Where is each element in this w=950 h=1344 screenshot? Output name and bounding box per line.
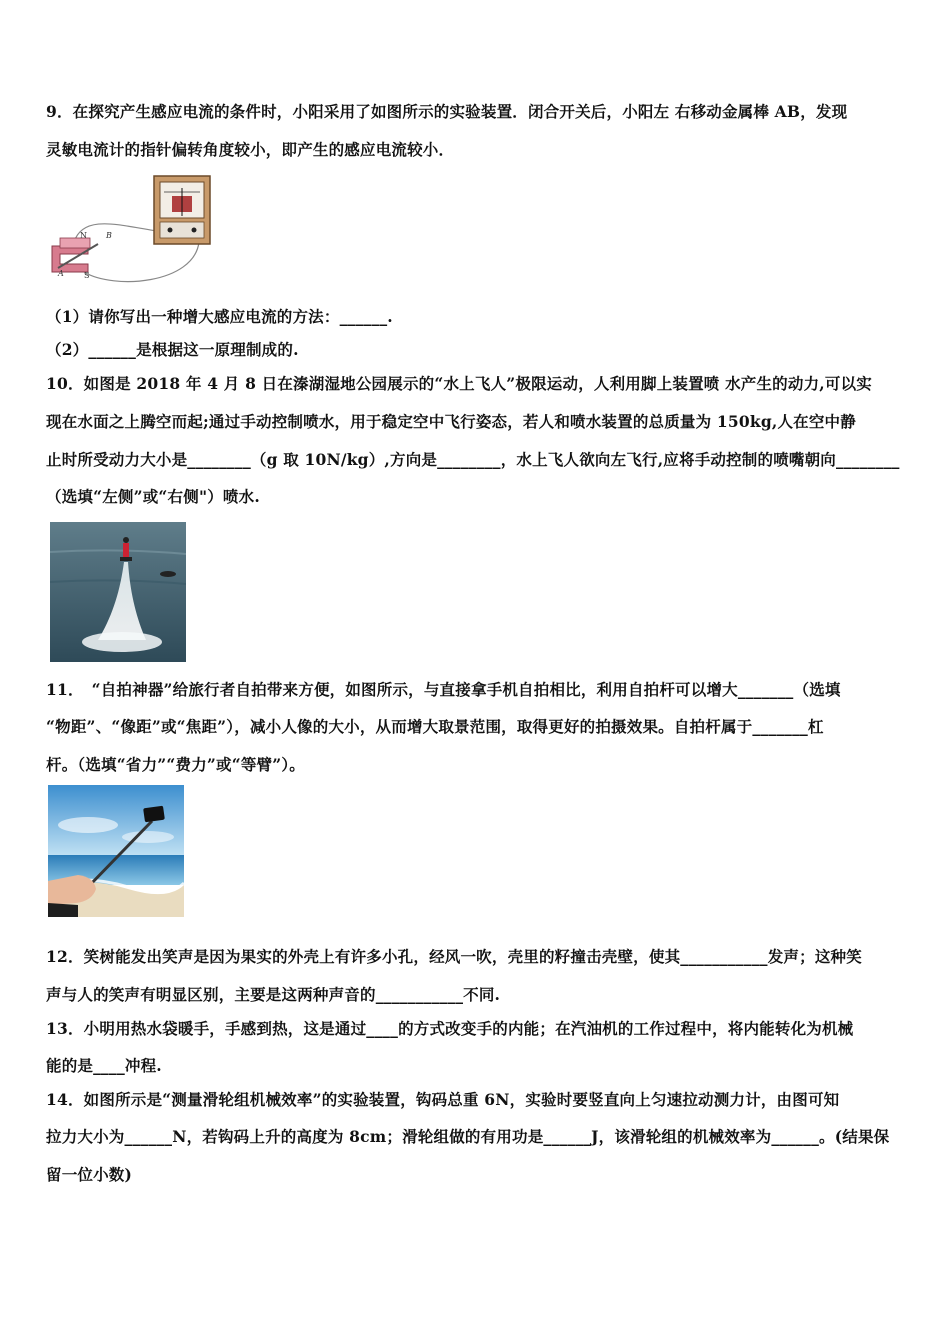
q11-figure-selfie-stick-photo — [48, 785, 184, 917]
q9-figure-induction-apparatus — [44, 172, 216, 290]
q13-text-line2: 能的是____冲程. — [46, 1056, 162, 1075]
q10-text-line3: 止时所受动力大小是________（g 取 10N/kg）,方向是________，水上飞人欲向左飞行,应将手动控制的喷嘴朝向________ — [46, 450, 900, 469]
q14-text-line3: 留一位小数) — [46, 1165, 133, 1184]
q10-text-line1: 10．如图是 2018 年 4 月 8 日在溱湖湿地公园展示的“水上飞人”极限运动，人利用脚上装置喷 水产生的动力,可以实 — [46, 374, 872, 393]
magnet-s-label: S — [84, 271, 90, 280]
q14-text-line1: 14．如图所示是“测量滑轮组机械效率”的实验装置，钩码总重 6N，实验时要竖直向上匀速拉动测力计，由图可知 — [46, 1090, 840, 1109]
q10-figure-water-flyer-photo — [50, 522, 186, 662]
q14-text-line2: 拉力大小为______N，若钩码上升的高度为 8cm；滑轮组做的有用功是______J，该滑轮组的机械效率为______。(结果保 — [46, 1127, 890, 1146]
q12-text-line2: 声与人的笑声有明显区别，主要是这两种声音的___________不同. — [46, 985, 501, 1004]
q9-text-line1: 9．在探究产生感应电流的条件时，小阳采用了如图所示的实验装置．闭合开关后，小阳左 右移动金属棒 AB，发现 — [46, 102, 848, 121]
magnet-n-label: N — [80, 231, 87, 240]
q9-sub1: （1）请你写出一种增大感应电流的方法：______. — [46, 307, 393, 326]
q11-text-line2: “物距”、“像距”或“焦距”），减小人像的大小，从而增大取景范围，取得更好的拍摄效果。自拍杆属于_______杠 — [46, 717, 824, 736]
rod-b-label: B — [106, 231, 112, 240]
rod-a-label: A — [58, 269, 64, 278]
q10-text-line4: （选填“左侧”或“右侧"）喷水. — [46, 487, 260, 506]
q9-sub2: （2）______是根据这一原理制成的. — [46, 340, 299, 359]
q10-text-line2: 现在水面之上腾空而起;通过手动控制喷水，用于稳定空中飞行姿态，若人和喷水装置的总质量为 150kg,人在空中静 — [46, 412, 856, 431]
q11-text-line1: 11． “自拍神器”给旅行者自拍带来方便，如图所示，与直接拿手机自拍相比，利用自拍杆可以增大_______（选填 — [46, 680, 841, 699]
q11-text-line3: 杆。（选填“省力”“费力”或“等臂”）。 — [46, 755, 305, 774]
q13-text-line1: 13．小明用热水袋暖手，手感到热，这是通过____的方式改变手的内能；在汽油机的工作过程中，将内能转化为机械 — [46, 1019, 854, 1038]
q12-text-line1: 12．笑树能发出笑声是因为果实的外壳上有许多小孔，经风一吹，壳里的籽撞击壳壁，使其___________发声；这种笑 — [46, 947, 862, 966]
q9-text-line2: 灵敏电流计的指针偏转角度较小，即产生的感应电流较小． — [46, 140, 455, 159]
